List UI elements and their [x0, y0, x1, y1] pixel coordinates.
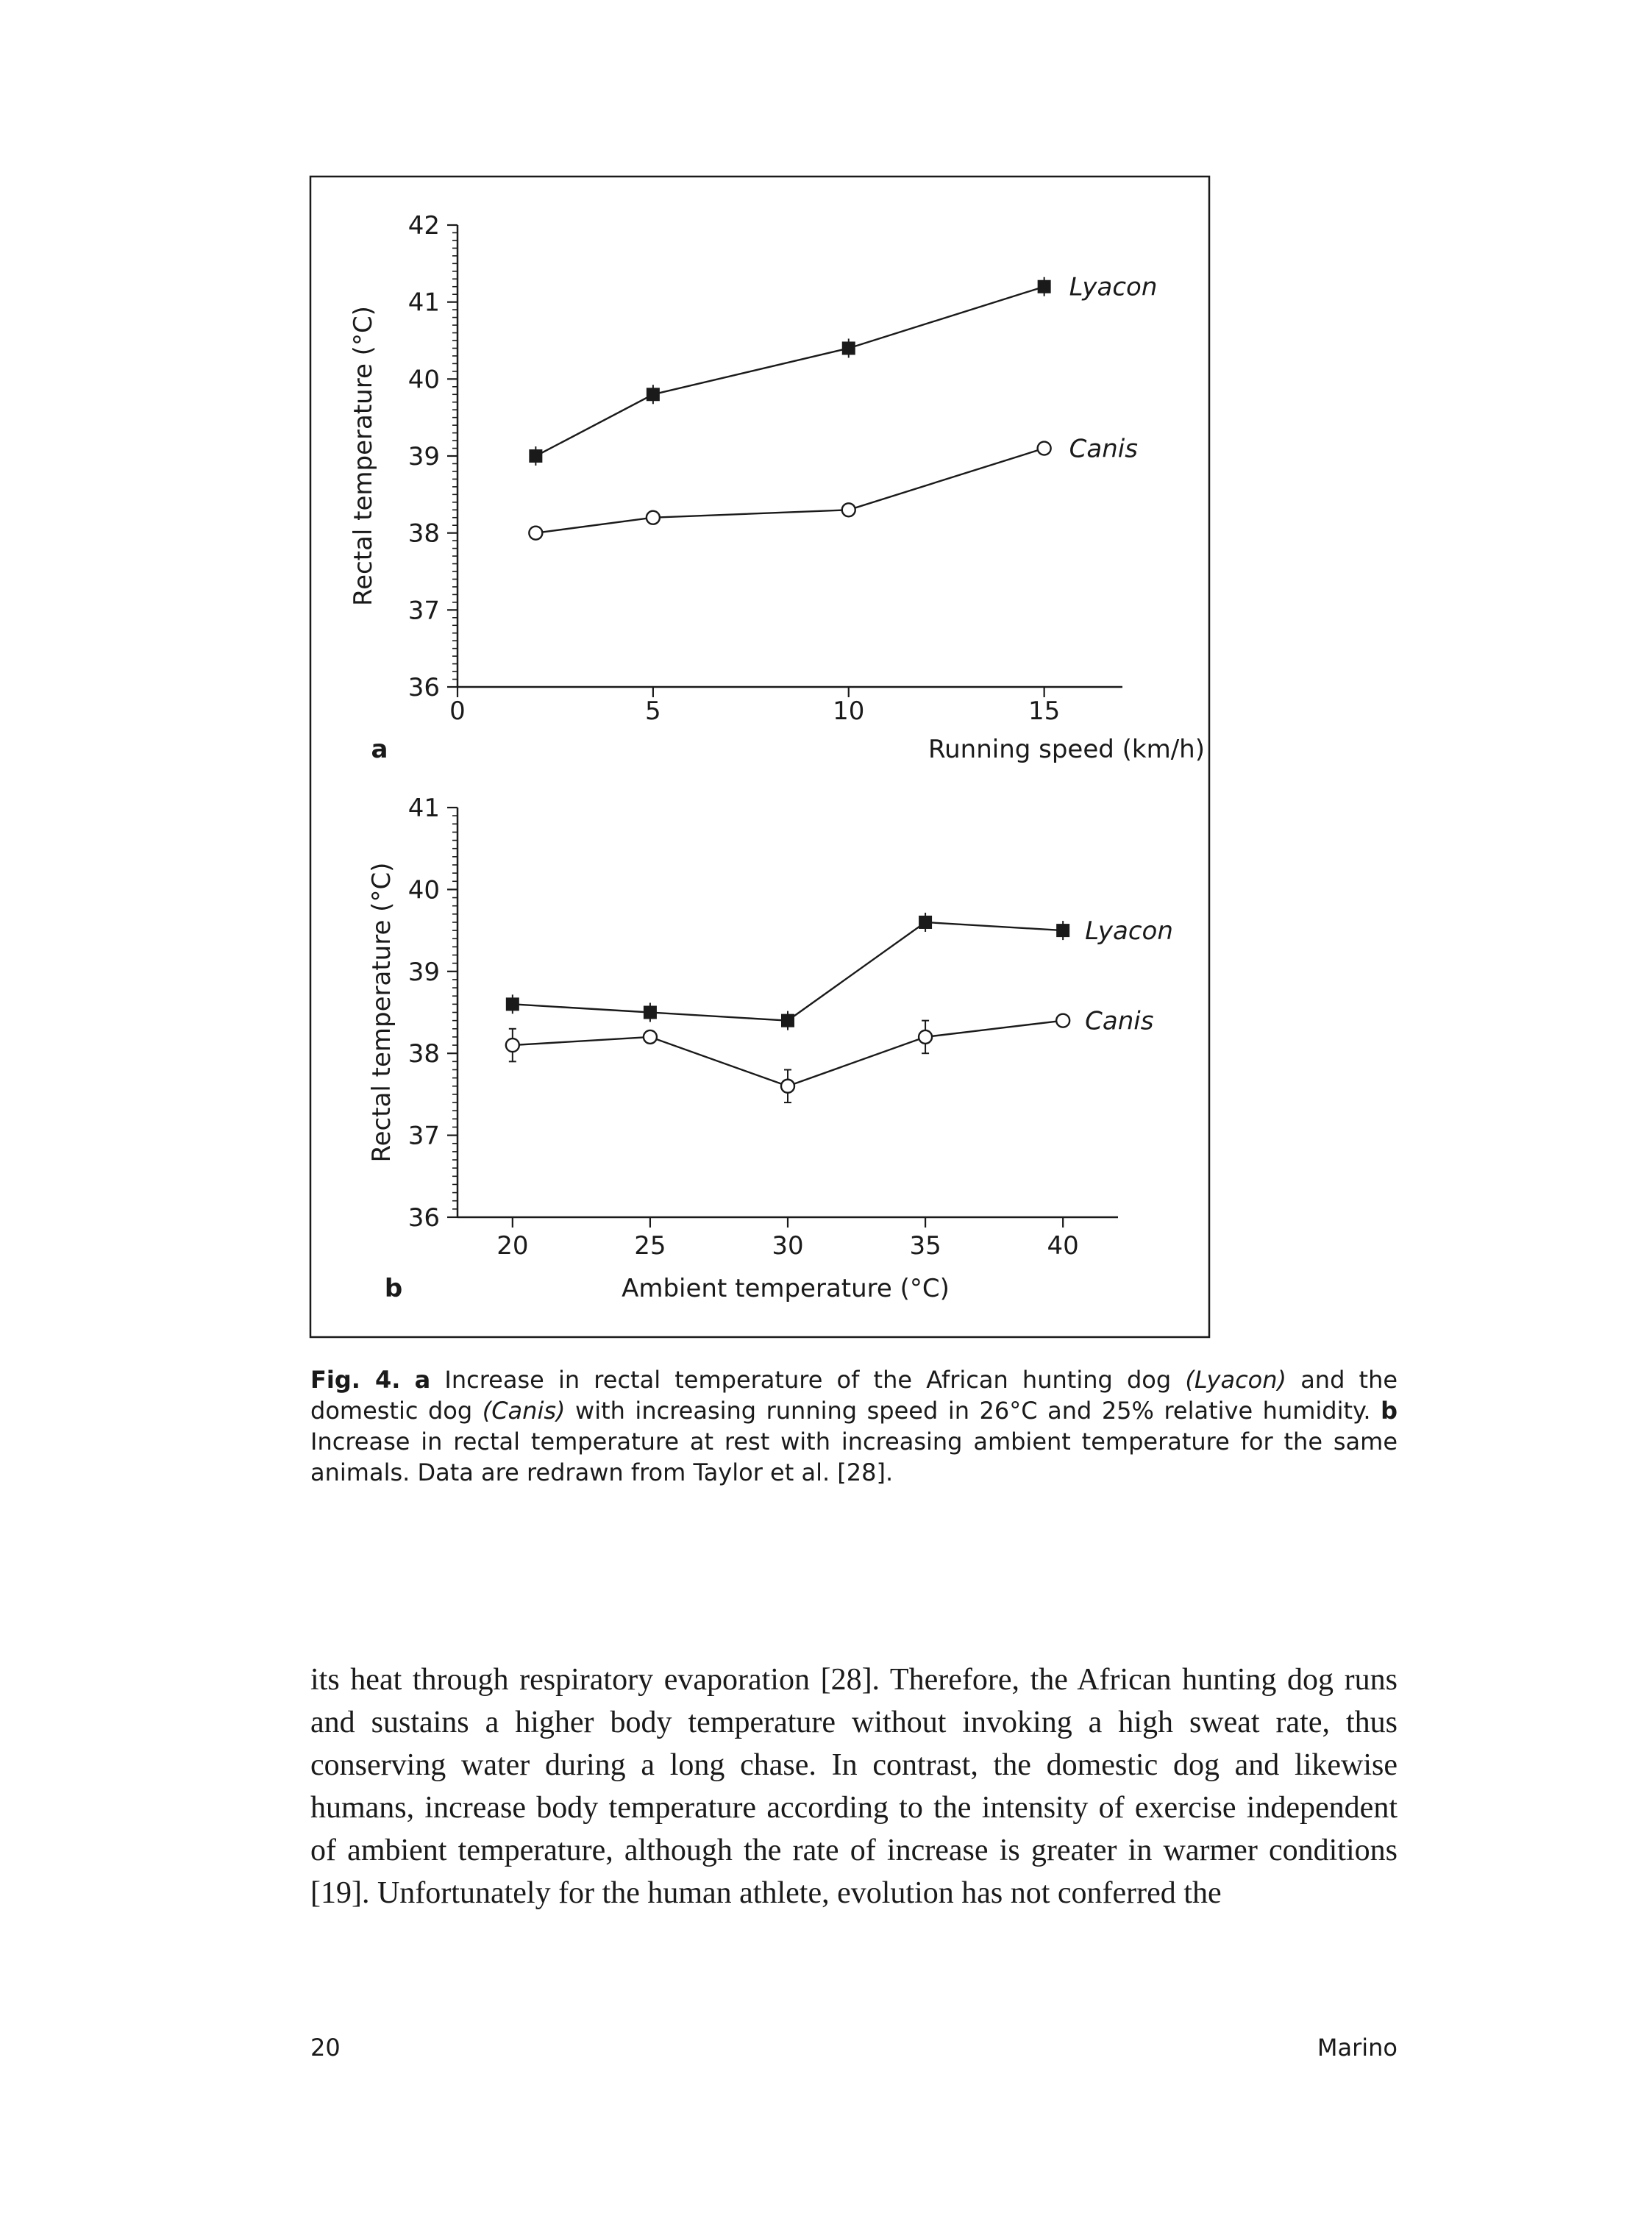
series-label-lyacon: Lyacon — [1085, 916, 1173, 947]
y-axis-label: Rectal temperature (°C) — [367, 862, 396, 1163]
x-axis-label: Ambient temperature (°C) — [622, 1274, 950, 1303]
panel-label: a — [371, 735, 388, 764]
data-point-canis — [644, 1030, 657, 1044]
y-tick-label: 36 — [407, 673, 440, 702]
x-tick-label: 40 — [1047, 1231, 1079, 1261]
panel-label: b — [384, 1274, 403, 1303]
x-tick-label: 10 — [833, 696, 865, 726]
caption-a-text-1: Increase in rectal temperature of the African hunting dog — [444, 1366, 1172, 1394]
panel-a — [349, 211, 1205, 764]
data-point-canis — [506, 1038, 519, 1052]
y-tick-label: 36 — [407, 1203, 440, 1233]
data-point-canis — [647, 511, 660, 524]
x-tick-label: 15 — [1028, 696, 1061, 726]
x-axis-label: Running speed (km/h) — [928, 735, 1205, 764]
y-tick-label: 37 — [407, 1121, 440, 1151]
y-tick-label: 38 — [407, 519, 440, 549]
x-tick-label: 25 — [634, 1231, 666, 1261]
y-tick-label: 39 — [407, 442, 440, 471]
y-axis-label: Rectal temperature (°C) — [349, 306, 378, 606]
caption-a-marker: a — [414, 1366, 431, 1394]
y-tick-label: 37 — [407, 596, 440, 626]
panel-b — [367, 794, 1173, 1303]
y-tick-label: 41 — [407, 288, 440, 318]
y-tick-label: 38 — [407, 1039, 440, 1069]
y-tick-label: 40 — [407, 365, 440, 395]
page-number: 20 — [310, 2034, 341, 2062]
series-line-canis — [535, 449, 1044, 533]
series-label-canis: Canis — [1085, 1006, 1154, 1036]
caption-a-italic-2: (Canis) — [482, 1397, 566, 1425]
caption-a-text-3: with increasing running speed in 26°C and 25% relative humidity. — [575, 1397, 1371, 1425]
caption-label: Fig. 4. — [310, 1366, 401, 1394]
running-head: Marino — [1317, 2034, 1398, 2062]
x-tick-label: 20 — [496, 1231, 529, 1261]
x-tick-label: 35 — [909, 1231, 941, 1261]
data-point-canis — [1056, 1014, 1069, 1027]
caption-a-text-2: and the domestic dog — [310, 1366, 1398, 1425]
series-line-lyacon — [513, 922, 1063, 1021]
figure-caption — [310, 1364, 1398, 1488]
caption-b-marker: b — [1381, 1397, 1398, 1425]
caption-a-italic-1: (Lyacon) — [1185, 1366, 1287, 1394]
series-label-canis: Canis — [1069, 434, 1138, 464]
x-tick-label: 0 — [449, 696, 466, 726]
data-point-canis — [781, 1080, 794, 1093]
body-paragraph: its heat through respiratory evaporation [28]. Therefore, the African hunting dog runs and sustains a higher body temperature without invoking a high sweat rate, thus conserving water during a long chase. In contrast, the domestic dog and likewise humans, increase body temperature according to the intensity of exercise independent of ambient temperature, although the rate of increase is greater in warmer conditions [19]. Unfortunately for the human athlete, evolution has not conferred the — [310, 1663, 1398, 1910]
caption-b-text: Increase in rectal temperature at rest with increasing ambient temperature for the same animals. Data are redrawn from Taylor et al. [28]. — [310, 1428, 1398, 1486]
series-line-lyacon — [535, 287, 1044, 456]
y-tick-label: 41 — [407, 794, 440, 823]
x-tick-label: 30 — [772, 1231, 804, 1261]
x-tick-label: 5 — [645, 696, 661, 726]
data-point-canis — [1038, 442, 1051, 455]
y-tick-label: 42 — [407, 211, 440, 241]
data-point-canis — [529, 527, 542, 540]
data-point-canis — [919, 1030, 932, 1044]
data-point-canis — [842, 503, 855, 516]
y-tick-label: 40 — [407, 875, 440, 905]
y-tick-label: 39 — [407, 957, 440, 987]
series-label-lyacon: Lyacon — [1069, 272, 1158, 302]
